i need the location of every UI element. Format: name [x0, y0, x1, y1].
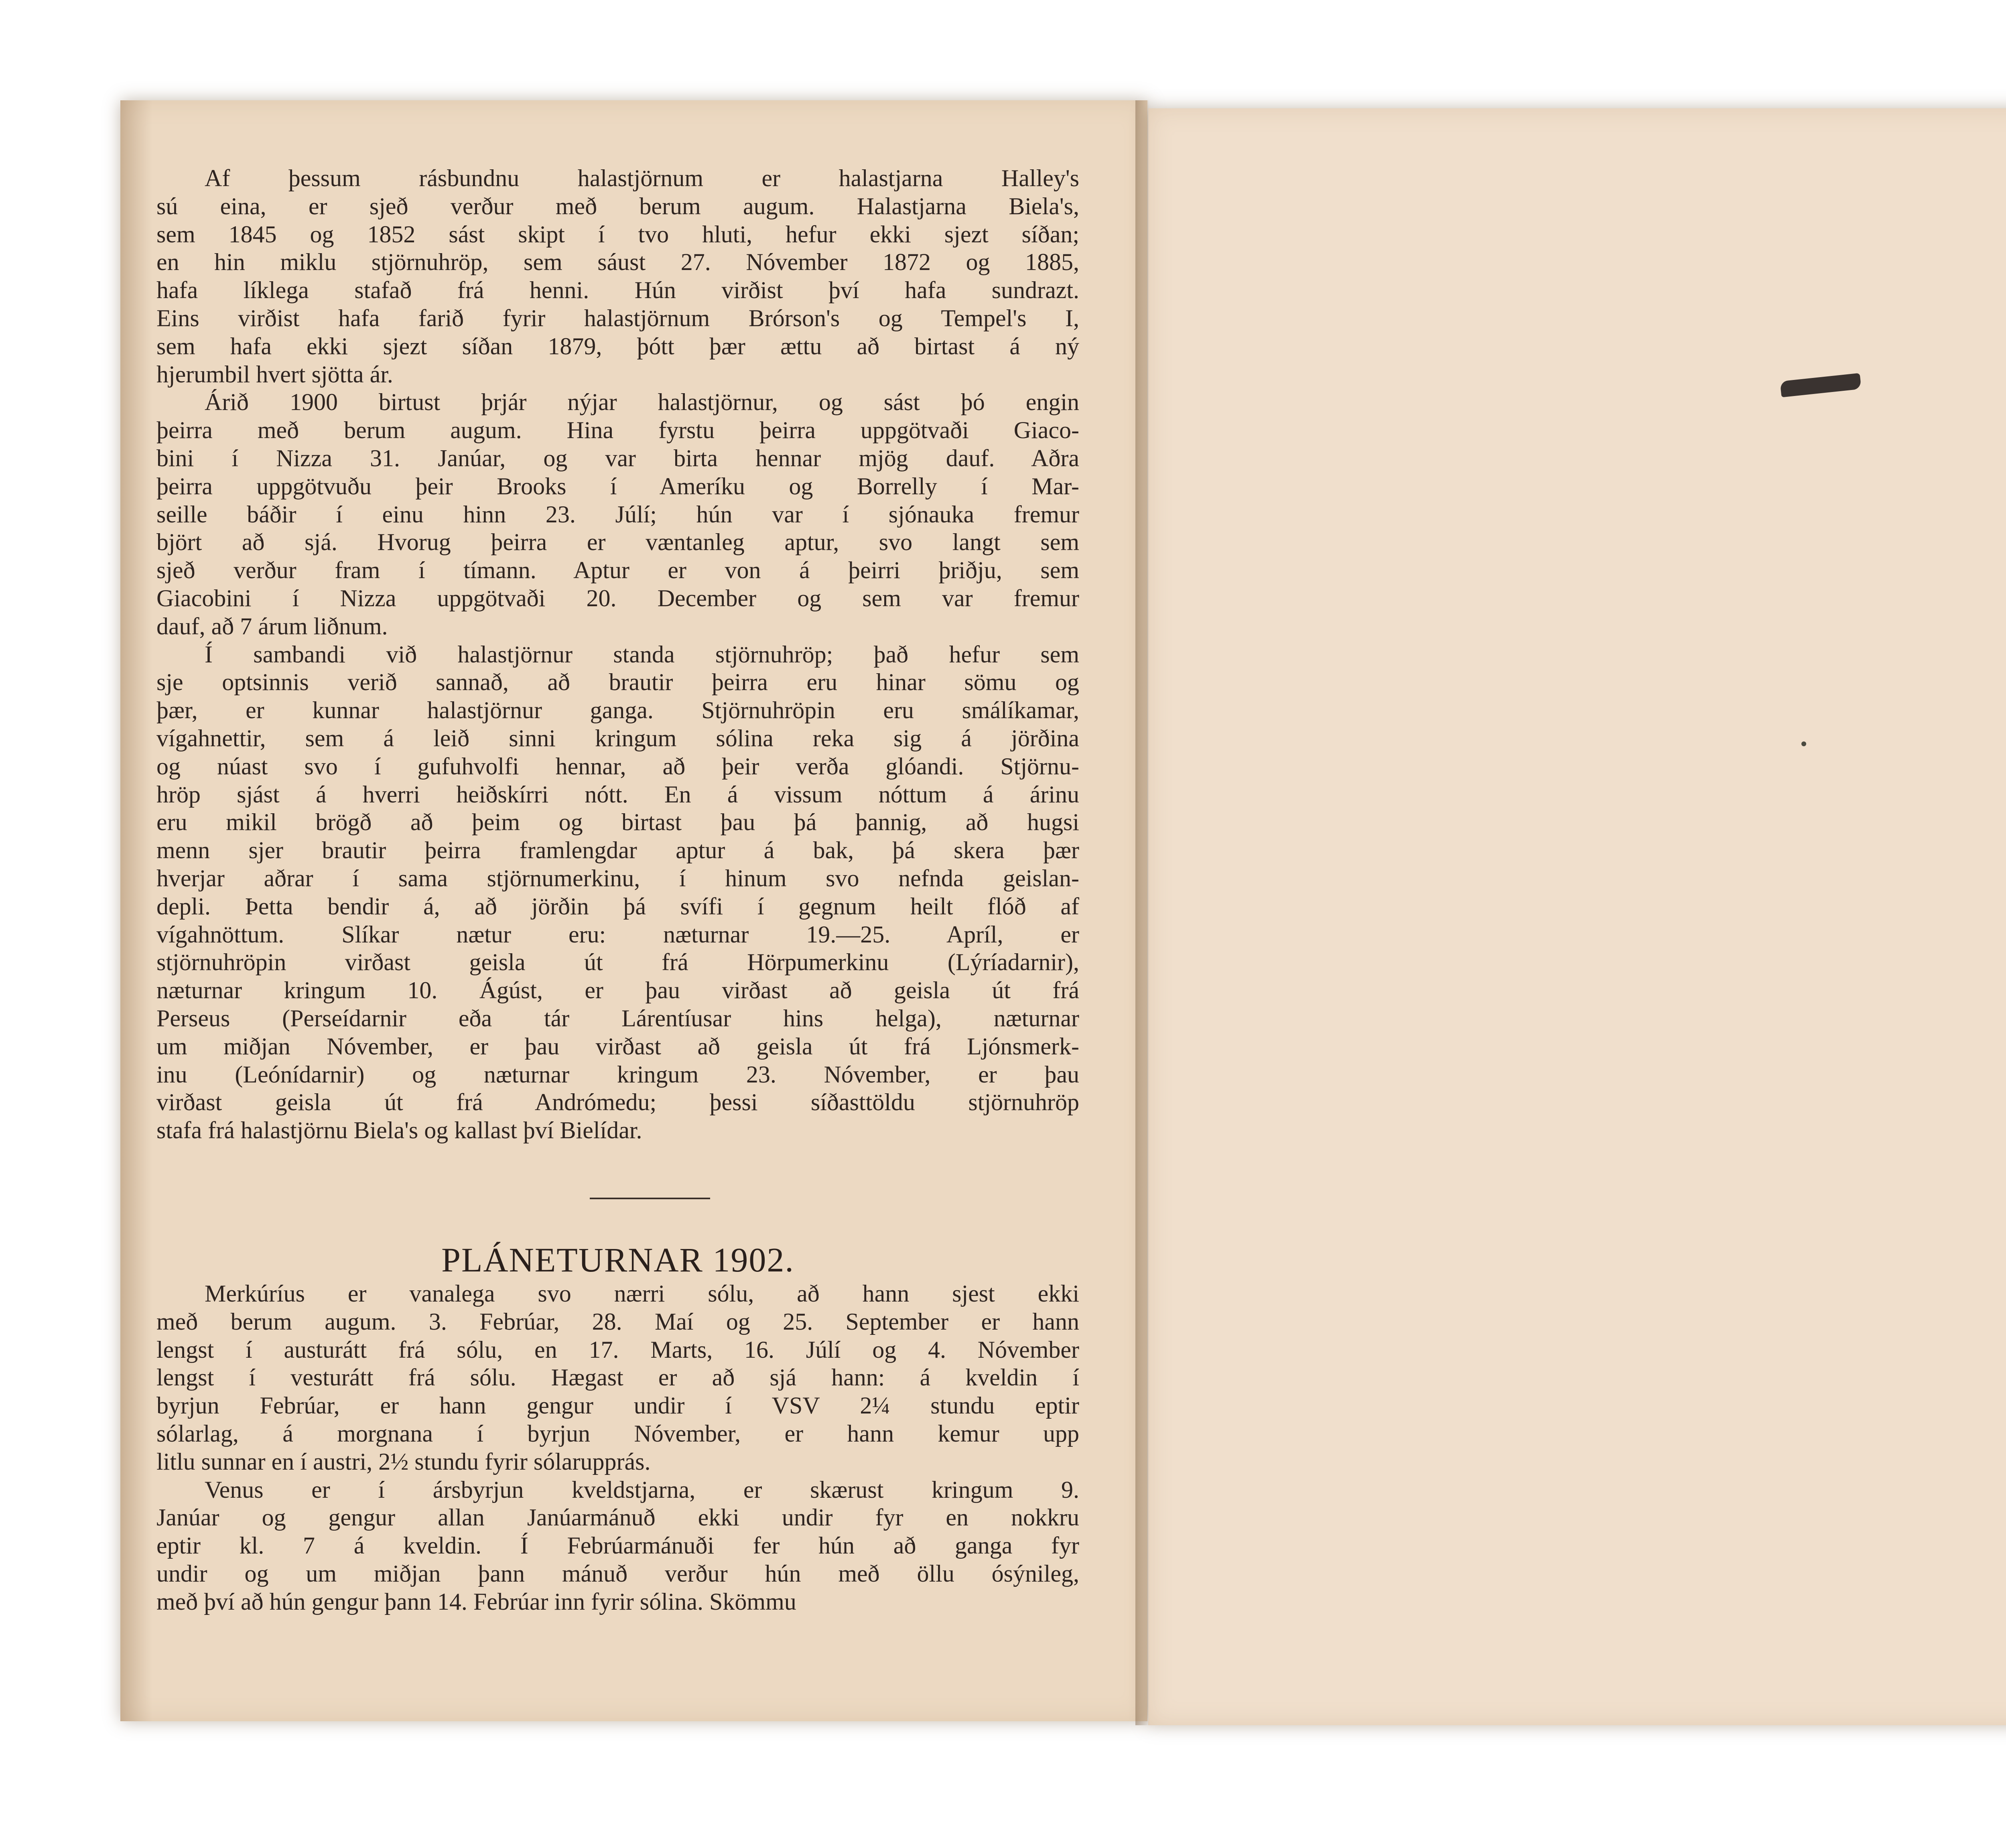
text-line: vígahnettir, sem á leið sinni kringum sólina reka sig á jörðina [156, 725, 1079, 751]
paragraph-halley [156, 164, 1079, 388]
text-line: Perseus (Perseídarnir eða tár Lárentíusar hins helga), næturnar [156, 1005, 1079, 1032]
text-line: dauf, að 7 árum liðnum. [156, 613, 388, 640]
paragraph-1900-comets [156, 388, 1079, 640]
text-line: Eins virðist hafa farið fyrir halastjörnum Brórson's og Tempel's I, [156, 305, 1079, 331]
text-line: þeirra uppgötvuðu þeir Brooks í Ameríku og Borrelly í Mar- [156, 473, 1079, 500]
text-line: Janúar og gengur allan Janúarmánuð ekki undir fyr en nokkru [156, 1504, 1079, 1531]
text-line: stafa frá halastjörnu Biela's og kallast því Bielídar. [156, 1117, 642, 1144]
paragraph-meteors [156, 641, 1079, 1145]
right-page [1148, 108, 2006, 1725]
text-line: björt að sjá. Hvorug þeirra er væntanleg aptur, svo langt sem [156, 529, 1079, 556]
text-line: eru mikil brögð að þeim og birtast þau þá þannig, að hugsi [156, 809, 1079, 836]
text-line: inu (Leónídarnir) og næturnar kringum 23. Nóvember, er þau [156, 1061, 1079, 1088]
text-line: hröp sjást á hverri heiðskírri nótt. En á vissum nóttum á árinu [156, 781, 1079, 808]
comets-text [156, 164, 1079, 1145]
text-line: en hin miklu stjörnuhröp, sem sáust 27. Nóvember 1872 og 1885, [156, 249, 1079, 276]
text-line: menn sjer brautir þeirra framlengdar aptur á bak, þá skera þær [156, 837, 1079, 864]
text-line: hafa líklega stafað frá henni. Hún virðist því hafa sundrazt. [156, 277, 1079, 304]
text-line: með berum augum. 3. Febrúar, 28. Maí og 25. September er hann [156, 1308, 1079, 1335]
text-line: lengst í vesturátt frá sólu. Hægast er að sjá hann: á kveldin í [156, 1364, 1079, 1391]
text-line: þeirra með berum augum. Hina fyrstu þeirra uppgötvaði Giaco- [156, 417, 1079, 444]
text-line: seille báðir í einu hinn 23. Júlí; hún var í sjónauka fremur [156, 501, 1079, 528]
text-line: litlu sunnar en í austri, 2½ stundu fyrir sólarupprás. [156, 1448, 651, 1475]
text-line: Merkúríus er vanalega svo nærri sólu, að hann sjest ekki [205, 1280, 1079, 1307]
text-line: um miðjan Nóvember, er þau virðast að geisla út frá Ljónsmerk- [156, 1033, 1079, 1060]
text-line: sjeð verður fram í tímann. Aptur er von á þeirri þriðju, sem [156, 557, 1079, 584]
text-line: hjerumbil hvert sjötta ár. [156, 361, 393, 388]
paragraph-mercury [156, 1280, 1079, 1476]
text-line: Venus er í ársbyrjun kveldstjarna, er skærust kringum 9. [205, 1476, 1079, 1503]
text-line: næturnar kringum 10. Ágúst, er þau virðast að geisla út frá [156, 977, 1079, 1004]
planets-text [156, 1280, 1079, 1616]
text-line: sólarlag, á morgnana í byrjun Nóvember, er hann kemur upp [156, 1420, 1079, 1447]
text-line: Giacobini í Nizza uppgötvaði 20. December og sem var fremur [156, 585, 1079, 611]
section-divider [590, 1198, 710, 1199]
text-line: sem hafa ekki sjezt síðan 1879, þótt þær ættu að birtast á ný [156, 333, 1079, 359]
text-line: depli. Þetta bendir á, að jörðin þá svífi í gegnum heilt flóð af [156, 893, 1079, 920]
text-line: þær, er kunnar halastjörnur ganga. Stjörnuhröpin eru smálíkamar, [156, 697, 1079, 724]
text-line: Í sambandi við halastjörnur standa stjörnuhröp; það hefur sem [205, 641, 1079, 668]
text-line: byrjun Febrúar, er hann gengur undir í VSV 2¼ stundu eptir [156, 1392, 1079, 1419]
text-line: sem 1845 og 1852 sást skipt í tvo hluti, hefur ekki sjezt síðan; [156, 221, 1079, 248]
text-line: bini í Nizza 31. Janúar, og var birta hennar mjög dauf. Aðra [156, 445, 1079, 471]
section-heading: PLÁNETURNAR 1902. [441, 1241, 794, 1279]
text-line: virðast geisla út frá Andrómedu; þessi síðasttöldu stjörnuhröp [156, 1089, 1079, 1116]
text-line: vígahnöttum. Slíkar nætur eru: næturnar 19.—25. Apríl, er [156, 921, 1079, 948]
text-line: lengst í austurátt frá sólu, en 17. Marts, 16. Júlí og 4. Nóvember [156, 1336, 1079, 1363]
text-line: sú eina, er sjeð verður með berum augum. Halastjarna Biela's, [156, 193, 1079, 219]
left-page-edge [120, 100, 152, 1721]
book-spine [1135, 100, 1159, 1725]
paragraph-venus [156, 1476, 1079, 1616]
text-line: sje optsinnis verið sannað, að brautir þeirra eru hinar sömu og [156, 669, 1079, 696]
paper-speck [1801, 741, 1806, 746]
text-line: með því að hún gengur þann 14. Febrúar inn fyrir sólina. Skömmu [156, 1588, 796, 1615]
text-line: og núast svo í gufuhvolfi hennar, að þeir verða glóandi. Stjörnu- [156, 753, 1079, 780]
text-line: undir og um miðjan þann mánuð verður hún með öllu ósýnileg, [156, 1560, 1079, 1587]
text-line: hverjar aðrar í sama stjörnumerkinu, í hinum svo nefnda geislan- [156, 865, 1079, 892]
text-line: eptir kl. 7 á kveldin. Í Febrúarmánuði fer hún að ganga fyr [156, 1532, 1079, 1559]
text-line: stjörnuhröpin virðast geisla út frá Hörpumerkinu (Lýríadarnir), [156, 949, 1079, 976]
text-line: Af þessum rásbundnu halastjörnum er halastjarna Halley's [205, 165, 1079, 191]
text-line: Árið 1900 birtust þrjár nýjar halastjörnur, og sást þó engin [205, 389, 1079, 416]
